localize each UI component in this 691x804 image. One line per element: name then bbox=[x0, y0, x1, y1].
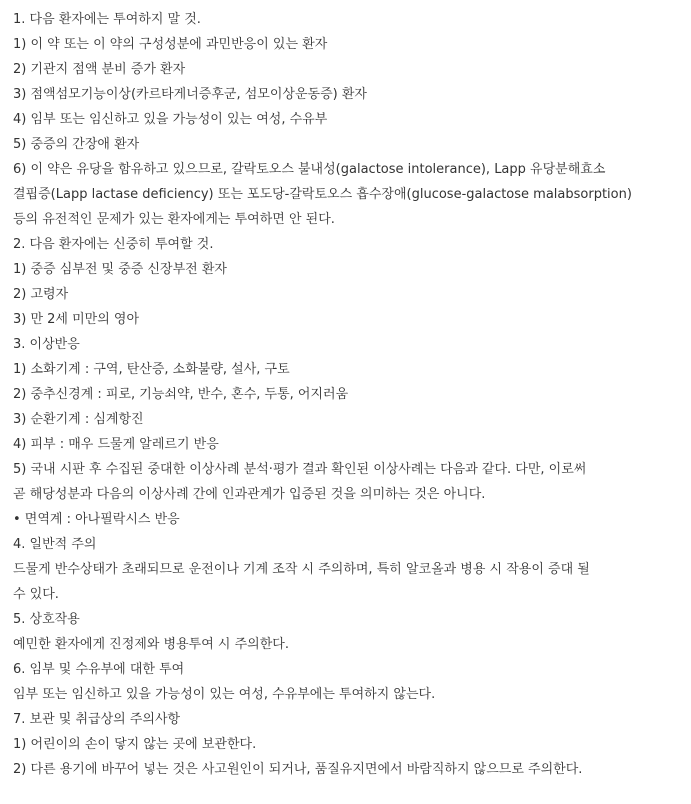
section-heading-adverse-reactions: 3. 이상반응 bbox=[13, 337, 80, 352]
text-line: 임부 또는 임신하고 있을 가능성이 있는 여성, 수유부에는 투여하지 않는다. bbox=[13, 687, 436, 702]
text-line: 6) 이 약은 유당을 함유하고 있으므로, 갈락토오스 불내성(galactose intolerance), Lapp 유당분해효소 bbox=[13, 162, 606, 177]
text-line: 2) 중추신경계 : 피로, 기능쇠약, 반수, 혼수, 두통, 어지러움 bbox=[13, 387, 349, 402]
text-line: 1) 소화기계 : 구역, 탄산증, 소화불량, 설사, 구토 bbox=[13, 362, 290, 377]
section-heading-storage-handling: 7. 보관 및 취급상의 주의사항 bbox=[13, 712, 181, 727]
text-line: 수 있다. bbox=[13, 587, 59, 602]
text-line: 5) 국내 시판 후 수집된 중대한 이상사례 분석·평가 결과 확인된 이상사례는 다음과 같다. 다만, 이로써 bbox=[13, 462, 587, 477]
text-line: 5) 중증의 간장애 환자 bbox=[13, 137, 140, 152]
text-line: 곧 해당성분과 다음의 이상사례 간에 인과관계가 입증된 것을 의미하는 것은 아니다. bbox=[13, 487, 486, 502]
text-line: 결핍증(Lapp lactase deficiency) 또는 포도당-갈락토오스 흡수장애(glucose-galactose malabsorption) bbox=[13, 187, 632, 202]
text-line: 3) 만 2세 미만의 영아 bbox=[13, 312, 140, 327]
text-line: 2) 다른 용기에 바꾸어 넣는 것은 사고원인이 되거나, 품질유지면에서 바람직하지 않으므로 주의한다. bbox=[13, 762, 583, 777]
section-heading-pregnancy-lactation: 6. 임부 및 수유부에 대한 투여 bbox=[13, 662, 185, 677]
text-line: 3) 점액섬모기능이상(카르타게너증후군, 섬모이상운동증) 환자 bbox=[13, 87, 367, 102]
text-line: 등의 유전적인 문제가 있는 환자에게는 투여하면 안 된다. bbox=[13, 212, 335, 227]
text-line: 4) 임부 또는 임신하고 있을 가능성이 있는 여성, 수유부 bbox=[13, 112, 328, 127]
text-line: 3) 순환기계 : 심계항진 bbox=[13, 412, 144, 427]
section-heading-contraindications: 1. 다음 환자에는 투여하지 말 것. bbox=[13, 12, 201, 27]
section-heading-careful-administration: 2. 다음 환자에는 신중히 투여할 것. bbox=[13, 237, 214, 252]
section-heading-interactions: 5. 상호작용 bbox=[13, 612, 80, 627]
text-line: 2) 고령자 bbox=[13, 287, 69, 302]
text-line: 예민한 환자에게 진정제와 병용투여 시 주의한다. bbox=[13, 637, 289, 652]
section-heading-general-precautions: 4. 일반적 주의 bbox=[13, 537, 97, 552]
bullet-item: • 면역계 : 아나필락시스 반응 bbox=[13, 512, 180, 527]
text-line: 1) 이 약 또는 이 약의 구성성분에 과민반응이 있는 환자 bbox=[13, 37, 328, 52]
text-line: 1) 어린이의 손이 닿지 않는 곳에 보관한다. bbox=[13, 737, 257, 752]
text-line: 2) 기관지 점액 분비 증가 환자 bbox=[13, 62, 186, 77]
text-line: 드물게 반수상태가 초래되므로 운전이나 기계 조작 시 주의하며, 특히 알코올과 병용 시 작용이 증대 될 bbox=[13, 562, 590, 577]
text-line: 1) 중증 심부전 및 중증 신장부전 환자 bbox=[13, 262, 227, 277]
text-line: 4) 피부 : 매우 드물게 알레르기 반응 bbox=[13, 437, 219, 452]
